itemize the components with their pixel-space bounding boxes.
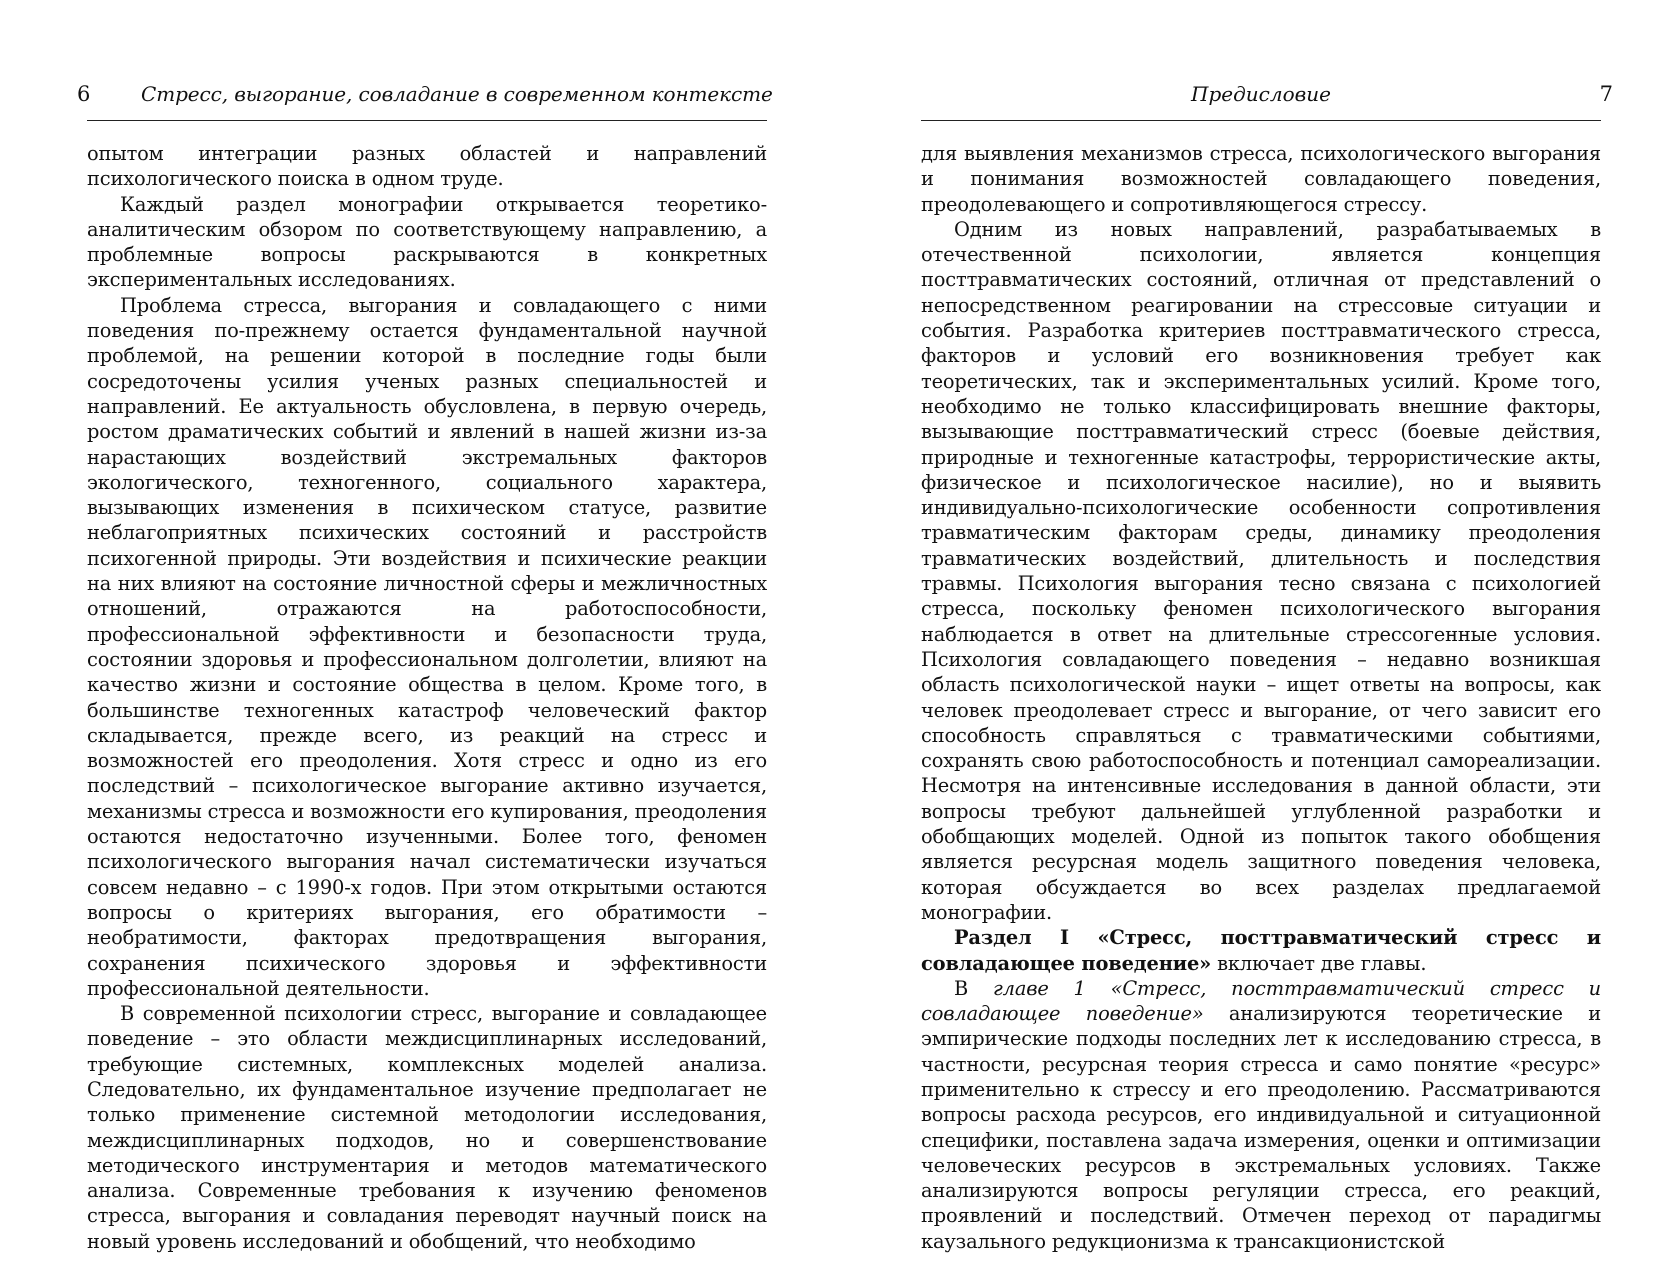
chapter-title: главе 1 «Стресс, посттравматический стресс и совладающее поведение» [921, 976, 1601, 1026]
section-rest: включает две главы. [1211, 951, 1427, 975]
paragraph: Каждый раздел монографии открывается теоретико-аналитическим обзором по соответствующему направлению, а проблемные вопросы раскрываются в конкретных экспериментальных исследованиях. [87, 192, 767, 292]
right-page-number: 7 [1599, 82, 1613, 106]
section-title: Раздел I «Стресс, посттравматический стресс и совладающее поведение» [921, 926, 1601, 975]
right-header-rule [921, 120, 1601, 121]
paragraph: Одним из новых направлений, разрабатываемых в отечественной психологии, является концепция посттравматических состояний, отличная от представлений о непосредственном реагировании на стрессовые ситуации и события. Разработка критериев посттравматического стресса, факторов и условий его возникновения требует как теоретических, так и экспериментальных усилий. Кроме того, необходимо не только классифицировать внешние факторы, вызывающие посттравматический стресс (боевые действия, природные и техногенные катастрофы, террористические акты, физическое и психологическое насилие), но и выявить индивидуально-психологические особенности сопротивления травматическим факторам среды, динамику преодоления травматических воздействий, длительность и последствия травмы. Психология выгорания тесно связана с психологией стресса, поскольку феномен психологического выгорания наблюдается в ответ на длительные стрессогенные условия. Психология совладающего поведения – недавно возникшая область психологической науки – ищет ответы на вопросы, как человек преодолевает стресс и выгорание, от чего зависит его способность справляться с травматическими событиями, сохранять свою работоспособность и потенциал самореализации. Несмотря на интенсивные исследования в данной области, эти вопросы требуют дальнейшей углубленной разработки и обобщающих моделей. Одной из попыток такого обобщения является ресурсная модель защитного поведения человека, которая обсуждается во всех разделах предлагаемой монографии. [921, 217, 1601, 924]
left-running-head [77, 76, 773, 116]
chapter-paragraph [921, 976, 1601, 1254]
right-body-text [921, 141, 1601, 1254]
right-running-title: Предисловие [1191, 82, 1331, 106]
right-running-head [921, 76, 1613, 116]
right-page [921, 0, 1613, 1270]
section-paragraph [921, 925, 1601, 976]
paragraph: опытом интеграции разных областей и направлений психологического поиска в одном труде. [87, 142, 767, 191]
left-page [77, 0, 773, 1270]
paragraph: для выявления механизмов стресса, психологического выгорания и понимания возможностей совладающего поведения, преодолевающего и сопротивляющегося стрессу. [921, 142, 1601, 216]
paragraph: В современной психологии стресс, выгорание и совладающее поведение – это области междисциплинарных исследований, требующие системных, комплексных моделей анализа. Следовательно, их фундаментальное изучение предполагает не только применение системной методологии исследования, междисциплинарных подходов, но и совершенствование методического инструментария и методов математического анализа. Современные требования к изучению феноменов стресса, выгорания и совладания переводят научный поиск на новый уровень исследований и обобщений, что необходимо [87, 1002, 767, 1253]
paragraph: Проблема стресса, выгорания и совладающего с ними поведения по-прежнему остается фундаментальной научной проблемой, на решении которой в последние годы были сосредоточены усилия ученых разных специальностей и направлений. Ее актуальность обусловлена, в первую очередь, ростом драматических событий и явлений в нашей жизни из-за нарастающих воздействий экстремальных факторов экологического, техногенного, социального характера, вызывающих изменения в психическом статусе, развитие неблагоприятных психических состояний и расстройств психогенной природы. Эти воздействия и психические реакции на них влияют на состояние личностной сферы и межличностных отношений, отражаются на работоспособности, профессиональной эффективности и безопасности труда, состоянии здоровья и профессиональном долголетии, влияют на качество жизни и состояние общества в целом. Кроме того, в большинстве техногенных катастроф человеческий фактор складывается, прежде всего, из реакций на стресс и возможностей его преодоления. Хотя стресс и одно из его последствий – психологическое выгорание активно изучается, механизмы стресса и возможности его купирования, преодоления остаются недостаточно изученными. Более того, феномен психологического выгорания начал систематически изучаться совсем недавно – с 1990-х годов. При этом открытыми остаются вопросы о критериях выгорания, его обратимости – необратимости, факторах предотвращения выгорания, сохранения психического здоровья и эффективности профессиональной деятельности. [87, 293, 767, 1000]
chapter-rest: анализируются теоретические и эмпирические подходы последних лет к исследованию стресса, в частности, ресурсная теория стресса и само понятие «ресурс» применительно к стрессу и его преодолению. Рассматриваются вопросы расхода ресурсов, его индивидуальной и ситуационной специфики, поставлена задача измерения, оценки и оптимизации человеческих ресурсов в экстремальных условиях. Также анализируются вопросы регуляции стресса, его реакций, проявлений и последствий. Отмечен переход от парадигмы каузального редукционизма к трансакционистской [921, 1002, 1601, 1253]
left-body-text [87, 141, 767, 1254]
left-header-rule [87, 120, 767, 121]
chapter-lead: В [954, 976, 993, 1000]
left-running-title: Стресс, выгорание, совладание в современном контексте [141, 82, 773, 106]
left-page-number: 6 [77, 82, 91, 106]
